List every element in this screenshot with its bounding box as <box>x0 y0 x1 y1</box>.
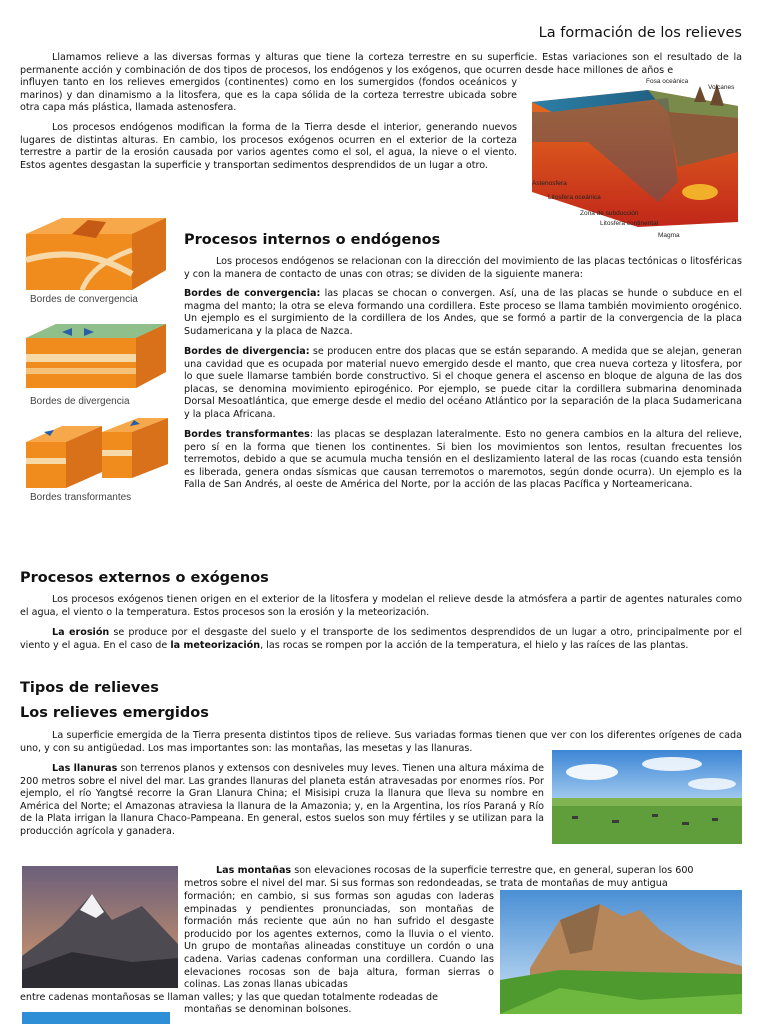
text-transformantes: : las placas se desplazan lateralmente. Esto no genera cambios en la altura del relieve, pero sí en la forma que tienen los continentes. Si bien los movimientos son lentos, resultan frecuentes los terremotos, debido a que se acumula mucha tensión en el deslizamiento lateral de las rocas (cuando esta tensión es liberada, genera ondas sísmicas que causan terremotos o maremotos, según donde ocurra). Un ejemplo es la Falla de San Andrés, al oeste de América del Norte, por la acción de las placas Pacífica y Norteamericana. <box>184 429 742 491</box>
label-astenosfera: Astenosfera <box>532 180 567 187</box>
bordes-divergencia-paragraph <box>184 346 742 422</box>
plain-photo <box>552 750 742 844</box>
text-convergencia: las placas se chocan o convergen. Así, una de las placas se hunde o subduce en el magma del manto; la otra se eleva formando una cordillera. Este proceso se llama también movimiento orogénico. Un ejemplo es el surgimiento de la cordillera de los Andes, que se formó a partir de la convergencia de la placa Sudamericana y la placa de Nazca. <box>184 288 742 337</box>
term-transformantes: Bordes transformantes <box>184 429 310 440</box>
label-fosa: Fosa oceánica <box>646 78 689 85</box>
intro-paragraph-1a: Llamamos relieve a las diversas formas y alturas que tiene la corteza terrestre en su superficie. Estas variaciones son el resultado de la permanente acción y combinación de dos tipos de procesos, los endógenos y los exógenos, que ocurren desde hace millones de años e <box>20 52 742 76</box>
convergence-illustration <box>22 214 172 294</box>
subduction-diagram <box>528 72 742 242</box>
caption-divergencia: Bordes de divergencia <box>30 396 130 407</box>
montanas-text-1: son elevaciones rocosas de la superficie terrestre que, en general, superan los 600 <box>291 865 694 876</box>
transform-illustration <box>22 416 172 490</box>
montanas-end-1: entre cadenas montañosas se llaman valles; y las que quedan totalmente rodeadas de <box>20 992 439 1003</box>
montanas-line-2: metros sobre el nivel del mar. Si sus formas son redondeadas, se trata de montañas de muy antigua <box>184 878 668 889</box>
heading-tipos: Tipos de relieves <box>20 680 159 696</box>
label-litosfera-oceanica: Litosfera oceánica <box>548 194 601 201</box>
caption-transformantes: Bordes transformantes <box>30 492 132 503</box>
divergence-illustration <box>22 320 172 392</box>
erosion-text: se produce por el desgaste del suelo y el transporte de los sedimentos desprendidos de un lugar a otro, principalmente por el viento y el agua. En el caso de <box>20 627 742 651</box>
heading-emergidos: Los relieves emergidos <box>20 705 209 721</box>
heading-internos: Procesos internos o endógenos <box>184 232 441 248</box>
montanas-middle: formación; en cambio, si sus formas son agudas con laderas empinadas y pendientes pronunciadas, son montañas de formación más reciente que aún no han sufrido el desgaste producido por los agentes externos, como la lluvia o el viento. Un grupo de montañas alineadas constituye un cordón o una cadena. Varias cadenas conforman una cordillera. Cuando las elevaciones rocosas son de baja altura, forman sierras o colinas. Las zonas llanas ubicadas <box>184 891 494 991</box>
label-magma: Magma <box>658 232 680 239</box>
term-convergencia: Bordes de convergencia: <box>184 288 321 299</box>
page-title: La formación de los relieves <box>538 25 742 41</box>
term-divergencia: Bordes de divergencia: <box>184 346 310 357</box>
term-llanuras: Las llanuras <box>52 763 118 774</box>
externos-paragraph-2 <box>20 627 742 652</box>
meteorizacion-text: , las rocas se rompen por la acción de la temperatura, el hielo y las raíces de las plantas. <box>260 639 689 651</box>
term-meteorizacion: la meteorización <box>170 639 261 651</box>
dolomites-photo <box>500 890 742 1014</box>
tipos-paragraph: La superficie emergida de la Tierra presenta distintos tipos de relieve. Sus variadas formas tienen que ver con los diferentes orígenes de cada uno, y con su antigüedad. Los mas importantes son: las montañas, las mesetas y las llanuras. <box>20 730 742 754</box>
bottom-photo <box>22 1012 170 1024</box>
label-litosfera-continental: Litosfera continental <box>600 220 659 227</box>
intro-paragraph-1b: influyen tanto en los relieves emergidos (continentes) como en los sumergidos (fondos oceánicos y marinos) y dan dinamismo a la litosfera, que es la capa sólida de la corteza terrestre ubicada sobre otra capa más plástica, llamada astenosfera. <box>20 77 517 114</box>
term-montanas: Las montañas <box>216 865 292 876</box>
everest-photo <box>22 866 178 988</box>
label-zona-subduccion: Zona de subducción <box>580 210 639 217</box>
heading-externos: Procesos externos o exógenos <box>20 570 269 586</box>
bordes-convergencia-paragraph <box>184 288 742 338</box>
externos-paragraph-1: Los procesos exógenos tienen origen en el exterior de la litosfera y modelan el relieve desde la atmósfera a partir de agentes naturales como el agua, el viento o la temperatura. Estos procesos son la erosión y la meteorización. <box>20 594 742 618</box>
internos-intro: Los procesos endógenos se relacionan con la dirección del movimiento de las placas tectónicas o litosféricas y con la manera de contacto de unas con otras; se dividen de la siguiente manera: <box>184 256 742 280</box>
text-divergencia: se producen entre dos placas que se están separando. A medida que se alejan, generan una cavidad que es ocupada por material nuevo emergido desde el manto, que crea nueva corteza y litosfera, por lo que suele llamarse también borde constructivo. Si el choque genera el ascenso en bloque de alguna de las dos placas, se denomina movimiento epirogénico. Por ejemplo, se puede citar la cordillera submarina denominada Dorsal Mesoatlántica, que emerge desde el medio del océano Atlántico por la separación de la placa Sudamericana y la placa Africana. <box>184 346 742 420</box>
intro-paragraph-2: Los procesos endógenos modifican la forma de la Tierra desde el interior, generando nuevos lugares de distintas alturas. En cambio, los procesos exógenos ocurren en el exterior de la corteza terrestre a partir de la erosión causada por varios agentes como el sol, el agua, la nieve o el viento. Estos agentes desgastan la superficie y transportan sedimentos desprendidos de un lugar a otro. <box>20 122 517 171</box>
label-volcanes: Volcanes <box>708 84 735 91</box>
bordes-transformantes-paragraph <box>184 429 742 492</box>
montanas-line-1 <box>184 865 742 878</box>
llanuras-text: son terrenos planos y extensos con desniveles muy leves. Tienen una altura máxima de 200 metros sobre el nivel del mar. Las grandes llanuras del planeta están atravesadas por enormes ríos. Por ejemplo, el río Yangtsé recorre la Gran Llanura China; el Misisipi cruza la llanura que lleva su nombre en América del Norte; el Amazonas atraviesa la llanura de la Amazonia; y, en la Argentina, los ríos Paraná y Río de la Plata irrigan la llanura Chaco-Pampeana. En general, estos suelos son muy fértiles y se utilizan para la producción agrícola y ganadera. <box>20 763 544 837</box>
term-erosion: La erosión <box>52 627 110 638</box>
montanas-end-2: montañas se denominan bolsones. <box>184 1004 352 1015</box>
llanuras-paragraph <box>20 763 544 839</box>
caption-convergencia: Bordes de convergencia <box>30 294 138 305</box>
